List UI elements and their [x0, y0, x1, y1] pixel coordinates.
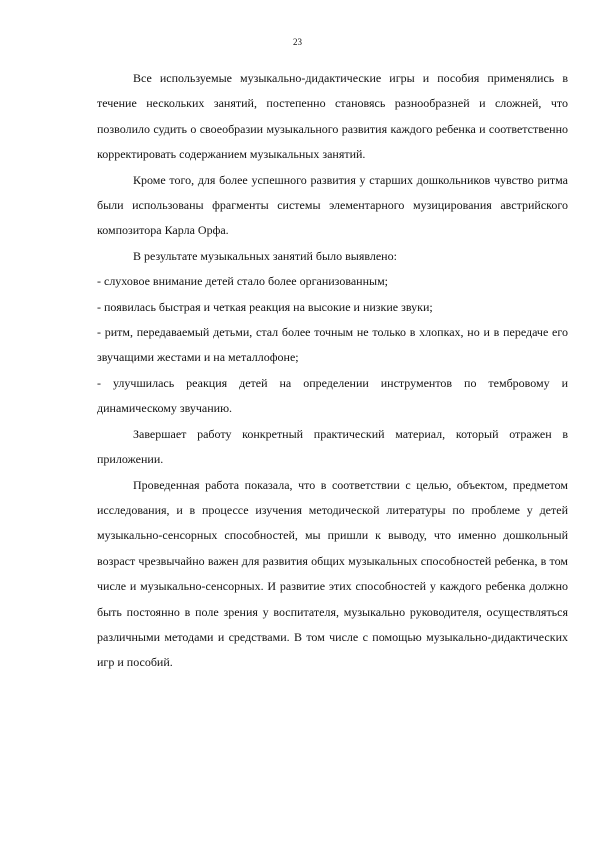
paragraph-conclusion: Проведенная работа показала, что в соответствии с целью, объектом, предметом исследования, и в процессе изучения методической литературы по проблеме у детей музыкально-сенсорных способностей, мы пришли к выводу, что именно дошкольный возраст чрезвычайно важен для развития общих музыкальных способностей ребенка, в том числе и музыкально-сенсорных. И развитие этих способностей у каждого ребенка должно быть постоянно в поле зрения у воспитателя, музыкально руководителя, осуществляться различными методами и средствами. В том числе с помощью музыкально-дидактических игр и пособий.	[97, 477, 568, 670]
body-text	[97, 66, 568, 676]
paragraph-practical-material: Завершает работу конкретный практический материал, который отражен в приложении.	[97, 426, 568, 467]
page-number: 23	[293, 37, 302, 47]
list-item-pitch-reaction: - появилась быстрая и четкая реакция на высокие и низкие звуки;	[97, 299, 433, 314]
list-item-instrument-recognition: - улучшилась реакция детей на определении инструментов по тембровому и динамическому звучанию.	[97, 375, 568, 416]
list-item-rhythm-accuracy: - ритм, передаваемый детьми, стал более точным не только в хлопках, но и в передаче его звучащими жестами и на металлофоне;	[97, 325, 568, 365]
list-item-auditory-attention: - слуховое внимание детей стало более организованным;	[97, 274, 389, 289]
paragraph-orff-system: Кроме того, для более успешного развития у старших дошкольников чувство ритма были использованы фрагменты системы элементарного музицирования австрийского композитора Карла Орфа.	[97, 172, 568, 238]
paragraph-games-overview: Все используемые музыкально-дидактические игры и пособия применялись в течение нескольких занятий, постепенно становясь разнообразней и сложней, что позволило судить о своеобразии музыкального развития каждого ребенка и соответственно корректировать содержанием музыкальных занятий.	[97, 71, 568, 162]
paragraph-results-intro: В результате музыкальных занятий было выявлено:	[133, 248, 397, 263]
